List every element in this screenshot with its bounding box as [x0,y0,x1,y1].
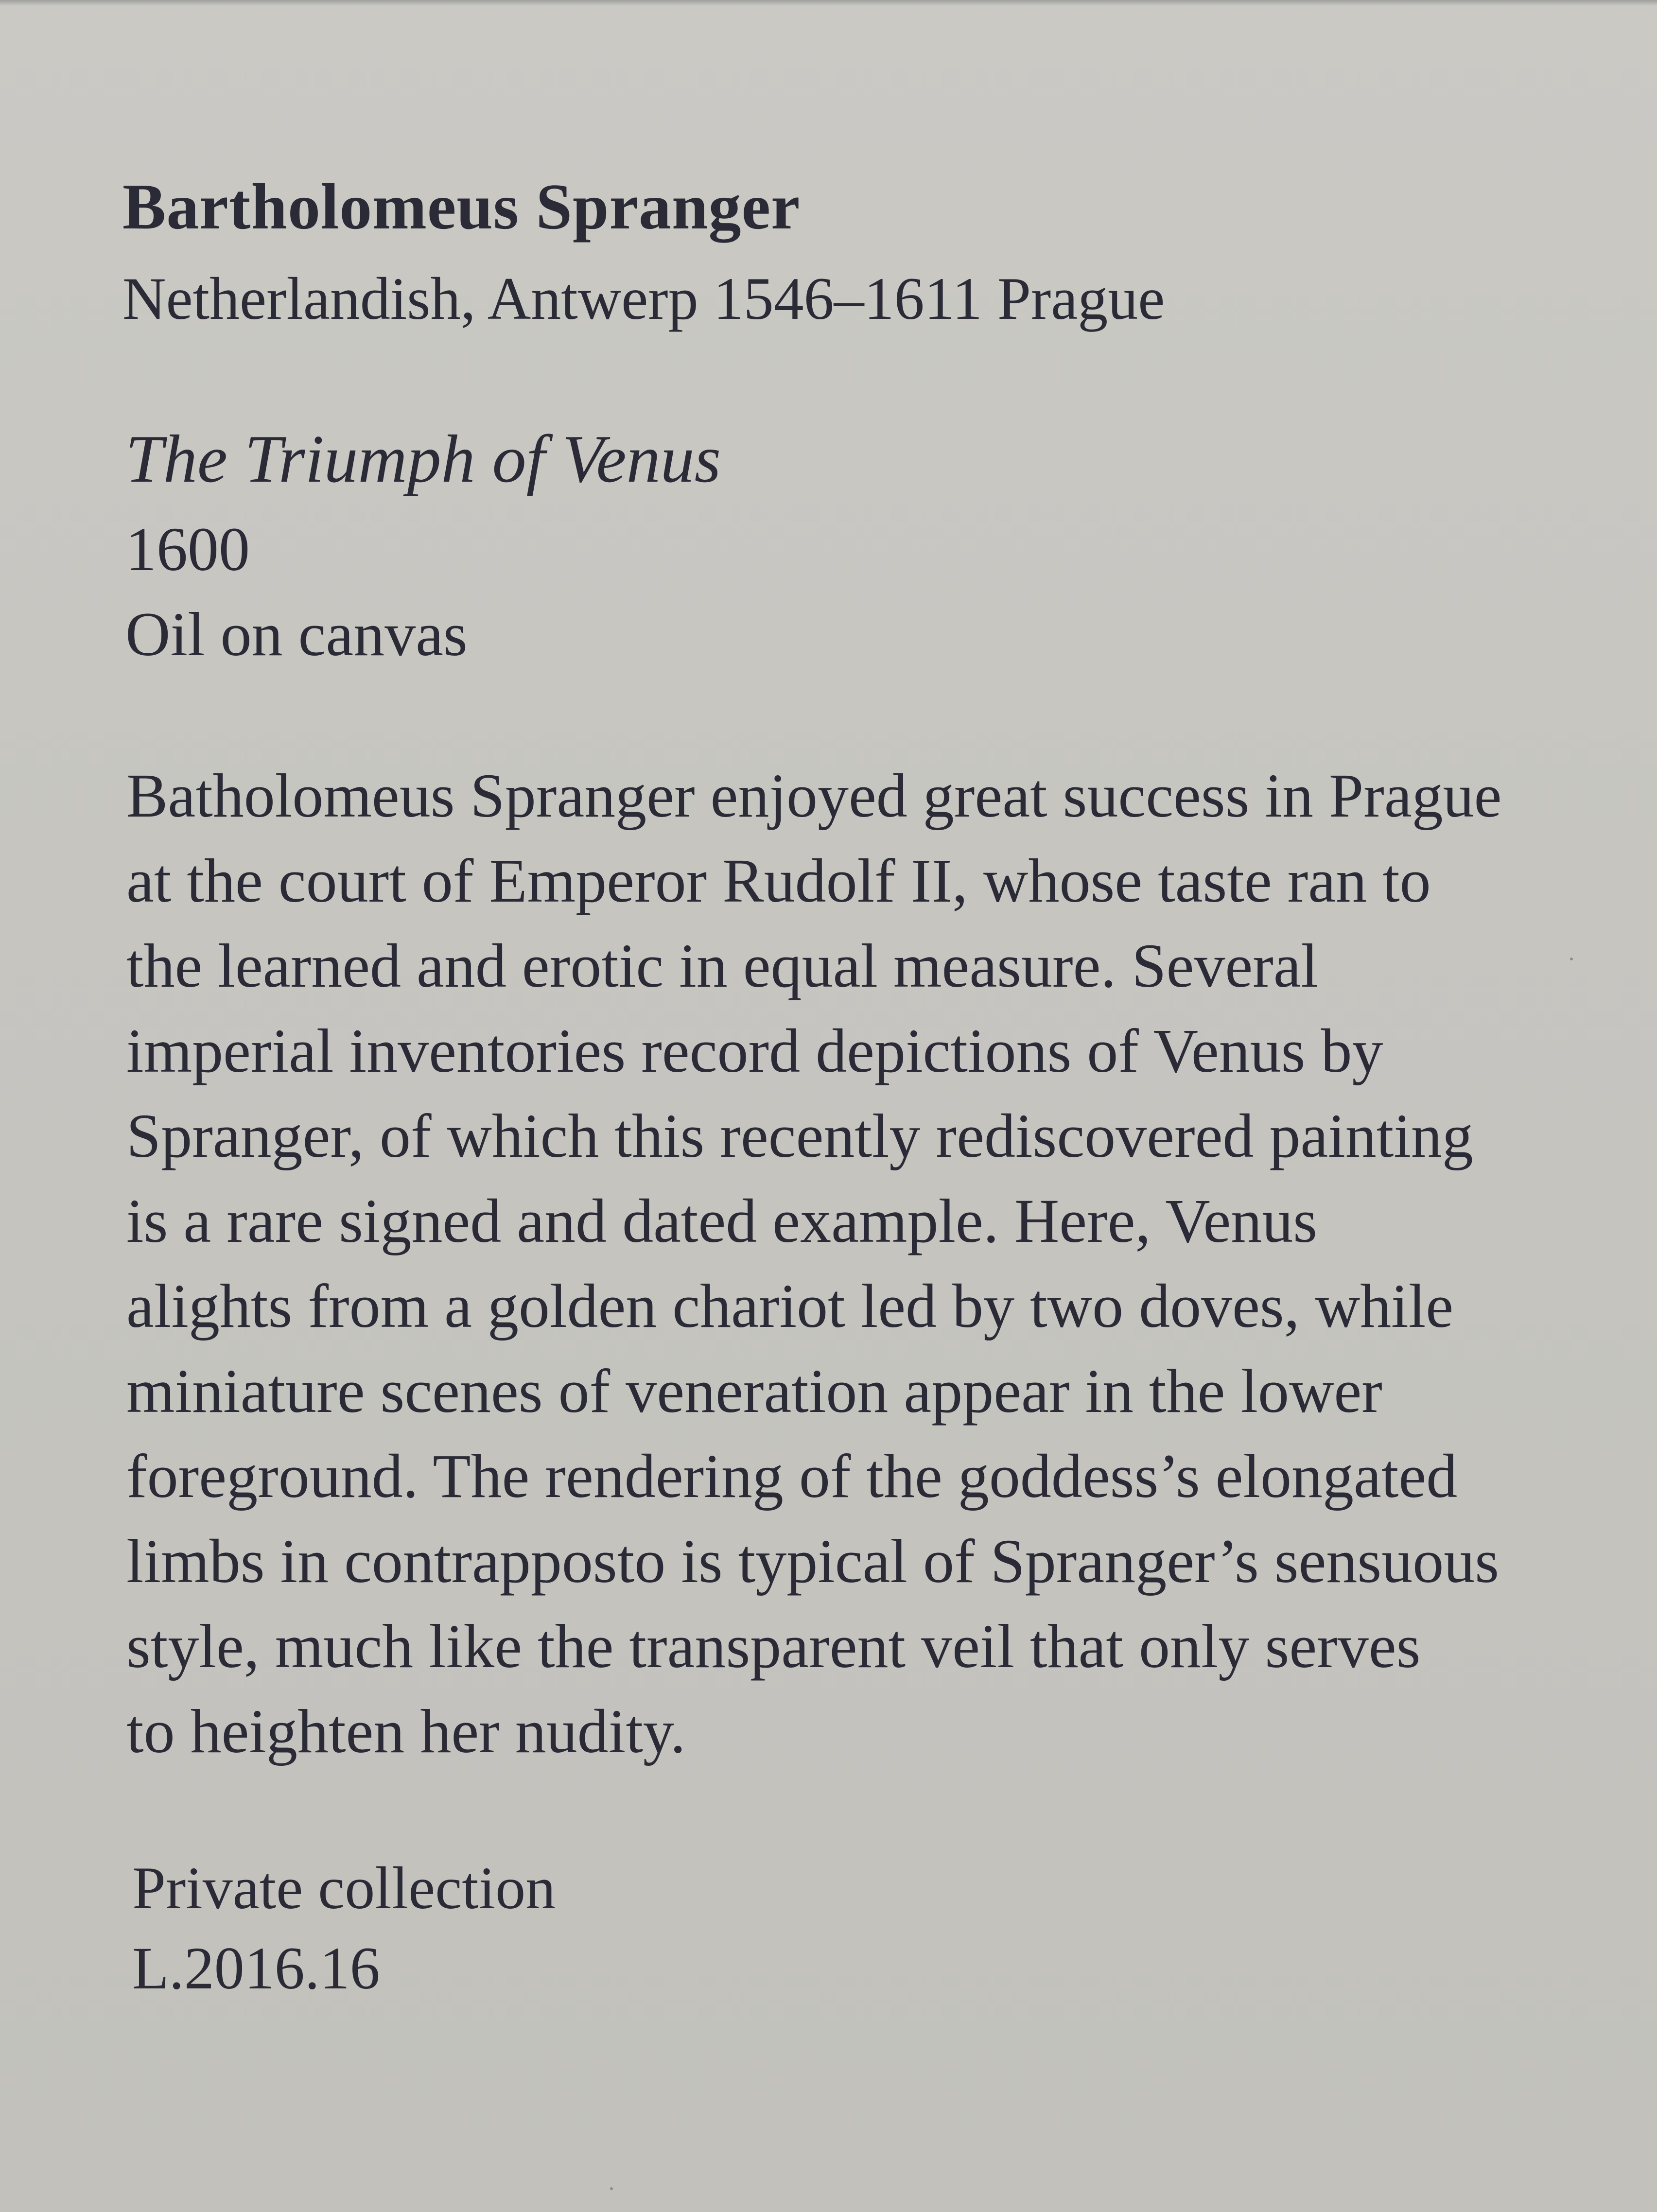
description-line: miniature scenes of veneration appear in the lower [126,1357,1382,1426]
description-line: is a rare signed and dated example. Here, Venus [126,1186,1318,1255]
description-line: Batholomeus Spranger enjoyed great success in Prague [126,761,1502,830]
description-line: limbs in contrapposto is typical of Spranger’s sensuous [126,1527,1499,1596]
artwork-date: 1600 [125,515,250,584]
description-paragraph [126,753,1609,1774]
description-line: at the court of Emperor Rudolf II, whose taste ran to [126,846,1431,915]
description-line: Spranger, of which this recently rediscovered painting [126,1101,1473,1170]
card-speck [610,2187,613,2190]
card-speck [1570,958,1573,960]
credit-line: Private collection [132,1855,556,1921]
accession-number: L.2016.16 [132,1935,380,2002]
artwork-title: The Triumph of Venus [125,421,721,497]
artist-name: Bartholomeus Spranger [122,171,801,243]
description-line: to heighten her nudity. [126,1697,686,1766]
description-line: imperial inventories record depictions of Venus by [126,1016,1383,1085]
description-line: the learned and erotic in equal measure. Several [126,931,1319,1000]
description-line: style, much like the transparent veil that only serves [126,1612,1421,1681]
artist-origin: Netherlandish, Antwerp 1546–1611 Prague [122,265,1165,332]
artwork-medium: Oil on canvas [125,600,468,669]
description-line: foreground. The rendering of the goddess’s elongated [126,1442,1458,1511]
description-line: alights from a golden chariot led by two doves, while [126,1271,1454,1341]
